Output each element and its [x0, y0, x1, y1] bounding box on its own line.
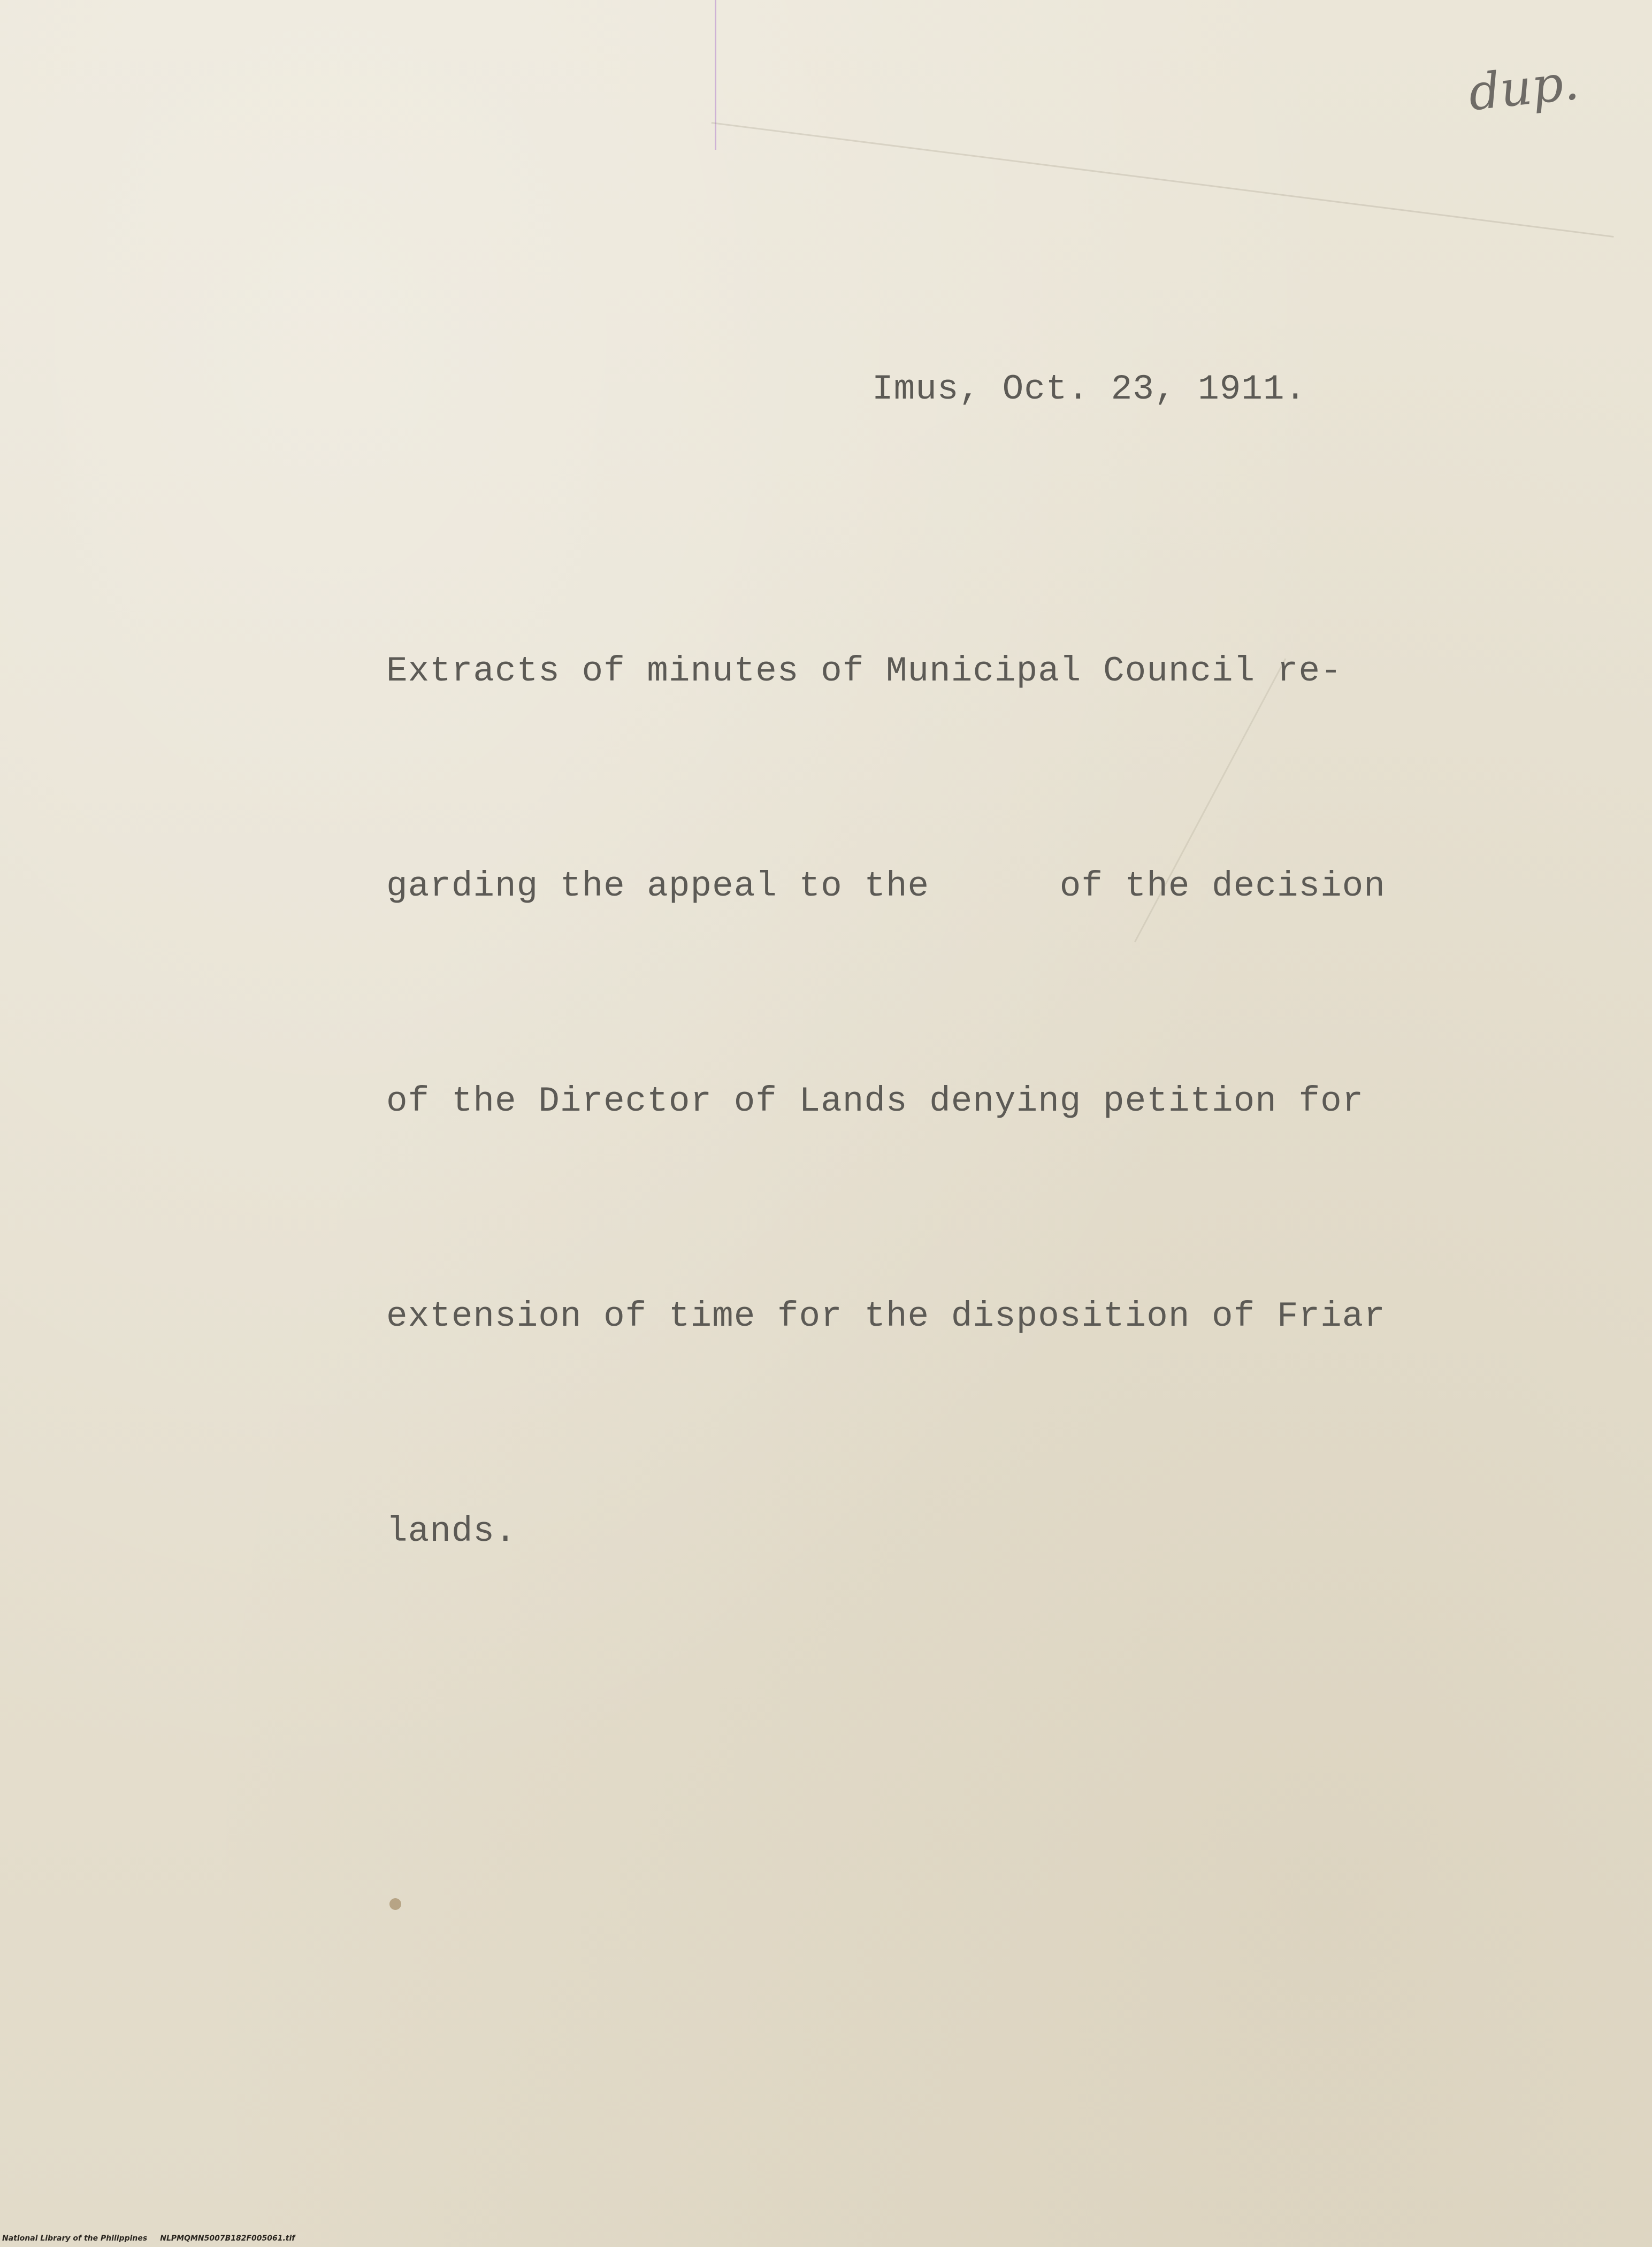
dateline: Imus, Oct. 23, 1911.: [872, 369, 1307, 409]
body-line: extension of time for the disposition of Friar: [386, 1296, 1386, 1336]
body-line: garding the appeal to the of the decision: [386, 866, 1386, 906]
document-body: [386, 492, 1386, 1711]
body-line: lands.: [386, 1511, 517, 1552]
footer-file-name: NLPMQMN5007B182F005061.tif: [160, 2234, 295, 2243]
scan-footer: [2, 2234, 295, 2243]
ink-spot: [389, 1898, 401, 1910]
handwritten-annotation: dup.: [1465, 53, 1582, 122]
footer-institution: National Library of the Philippines: [2, 2234, 148, 2243]
fold-mark: [715, 0, 716, 150]
body-line: Extracts of minutes of Municipal Council re-: [386, 651, 1342, 691]
paper-crease: [712, 122, 1614, 238]
body-line: of the Director of Lands denying petition for: [386, 1081, 1364, 1121]
